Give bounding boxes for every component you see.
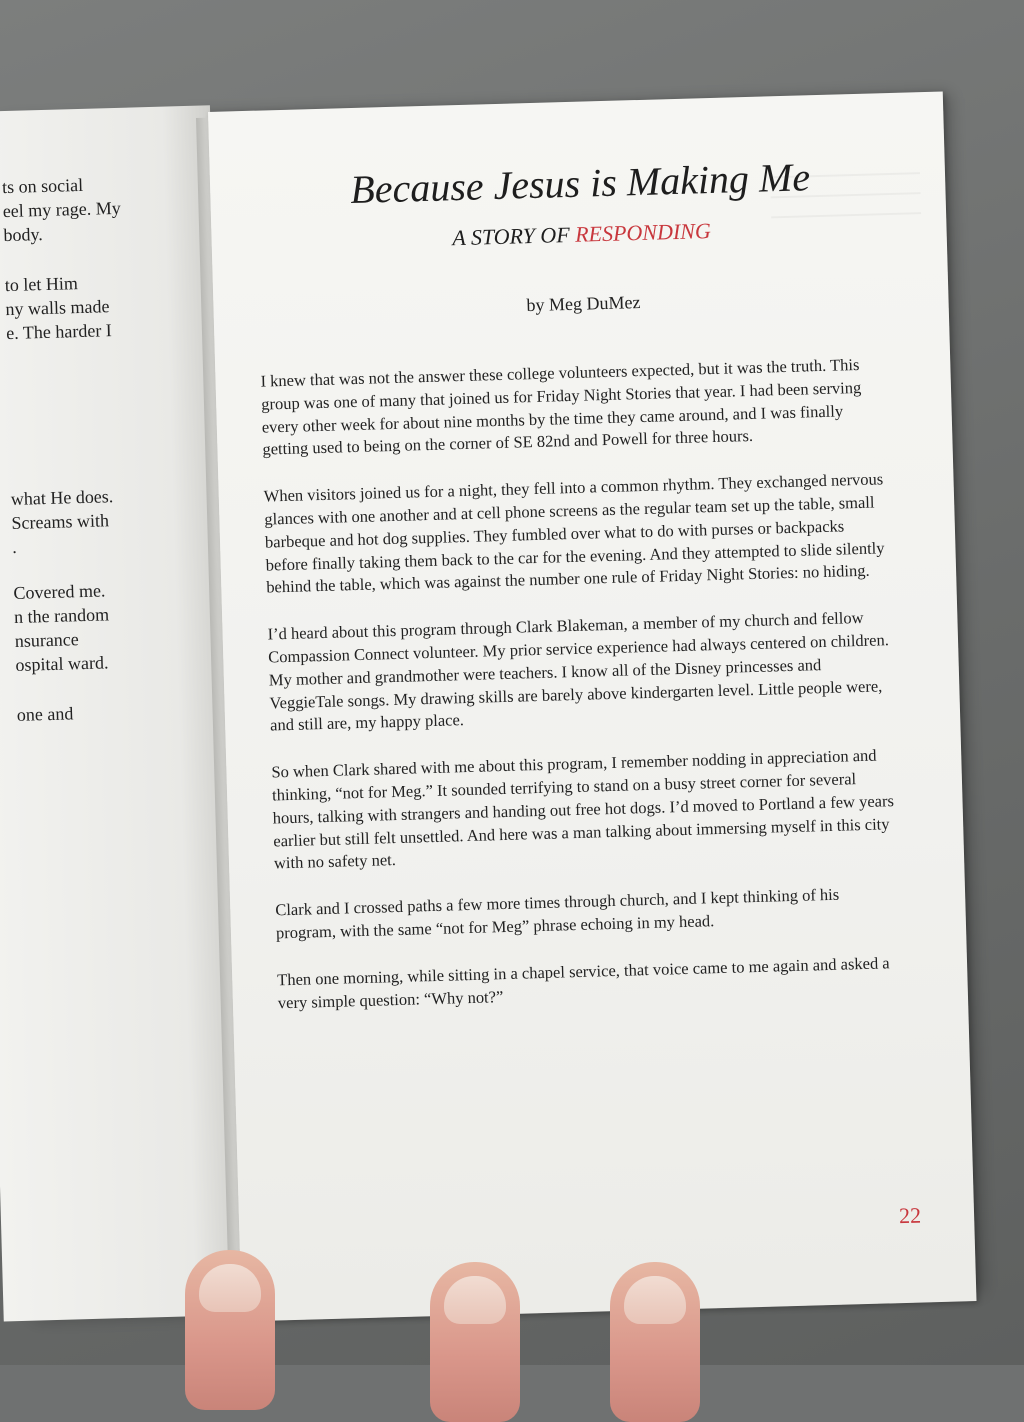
- left-line: Screams with: [11, 510, 110, 533]
- byline: by Meg DuMez: [526, 292, 641, 316]
- left-line: e. The harder I: [5, 320, 113, 344]
- paragraph: I knew that was not the answer these college volunteers expected, but it was the truth. This group was one of many that joined us for Friday Night Stories that year. I had been serving every other week for about nine months by the time they came around, and I was finally getting used to being on the corner of SE 82nd and Powell for three hours.: [260, 354, 862, 459]
- paragraph: Clark and I crossed paths a few more times through church, and I kept thinking of his program, with the same “not for Meg” phrase echoing in my head.: [275, 884, 840, 943]
- fingernail: [199, 1264, 261, 1312]
- left-line: ospital ward.: [15, 652, 109, 675]
- finger: [430, 1262, 520, 1422]
- paragraph: Then one morning, while sitting in a chapel service, that voice came to me again and asked a very simple question: “Why not?”: [276, 953, 890, 1012]
- subtitle-highlight: RESPONDING: [574, 218, 712, 247]
- paragraph: So when Clark shared with me about this program, I remember nodding in appreciation and thinking, “not for Meg.” It sounded terrifying to stand on a busy street corner for several hours, talking with strangers and handing out free hot dogs. I’d moved to Portland a few years earlier but still felt unsettled. And here was a man talking about immersing myself in this city with no safety net.: [271, 745, 895, 873]
- left-line: what He does.: [10, 486, 114, 510]
- right-page: [208, 91, 976, 1321]
- paragraph: I’d heard about this program through Clark Blakeman, a member of my church and fellow Compassion Connect volunteer. My prior service experience had always centered on children. My mother and grandmother were teachers. I know all of the Disney princesses and VeggieTale songs. My drawing skills are barely above kindergarten level. Little people were, and still are, my happy place.: [267, 608, 890, 735]
- page-number: 22: [898, 1202, 922, 1229]
- left-line: to let Him: [4, 273, 79, 296]
- article-body: [260, 353, 903, 1039]
- fingernail: [444, 1276, 506, 1324]
- left-line: nsurance: [14, 629, 80, 651]
- left-line: .: [11, 536, 17, 557]
- subtitle-prefix: A STORY OF: [451, 221, 576, 251]
- left-line: n the random: [13, 604, 110, 627]
- paragraph: When visitors joined us for a night, they fell into a common rhythm. They exchanged nervous glances with one another and at cell phone screens as the regular team set up the table, small barbeque and hot dog supplies. They fumbled over what to do with purses or backpacks before finally taking them back to the car for the evening. And they attempted to slide silently behind the table, which was against the number one rule of Friday Night Stories: no hiding.: [263, 469, 885, 597]
- left-line: Covered me.: [13, 580, 106, 603]
- finger: [185, 1250, 275, 1410]
- finger: [610, 1262, 700, 1422]
- left-line: eel my rage. My: [2, 197, 121, 222]
- fingernail: [624, 1276, 686, 1324]
- left-line: ts on social: [1, 174, 84, 198]
- article-title: Because Jesus is Making Me: [349, 154, 811, 213]
- left-line: body.: [3, 224, 44, 246]
- left-line: one and: [16, 703, 74, 725]
- left-line: ny walls made: [5, 296, 110, 320]
- left-page-text: [1, 172, 202, 725]
